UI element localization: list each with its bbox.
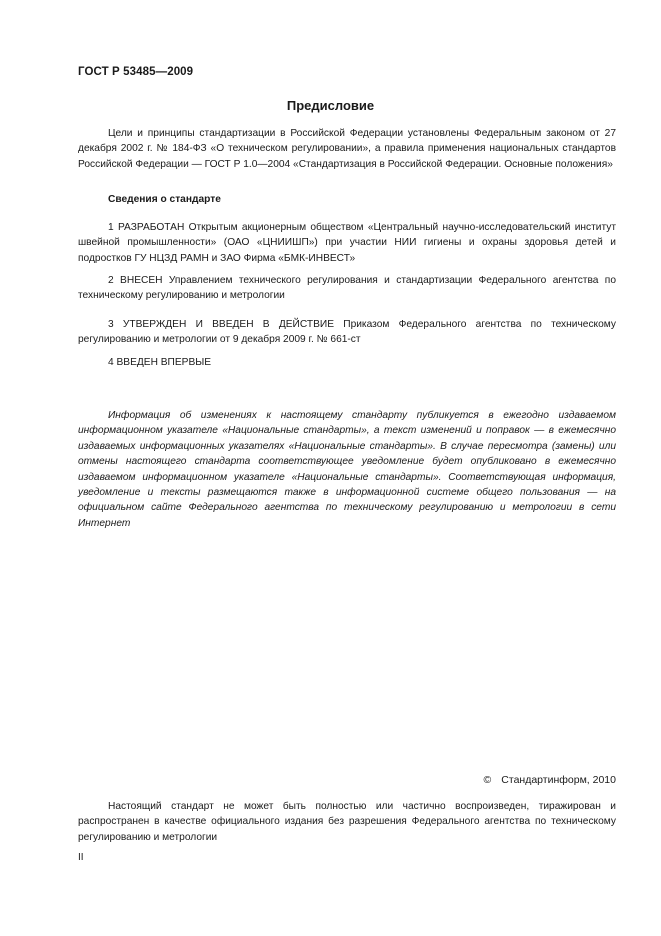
item-first-introduced: 4 ВВЕДЕН ВПЕРВЫЕ: [108, 357, 212, 368]
page-title: Предисловие: [286, 98, 375, 113]
copyright-icon: ©: [483, 774, 492, 786]
standard-code-header: ГОСТ Р 53485—2009: [78, 66, 194, 78]
info-heading: Сведения о стандарте: [108, 194, 221, 205]
page-number: II: [78, 852, 84, 863]
item-submitted: 2 ВНЕСЕН Управлением технического регулирования и стандартизации Федерального агентства по техническому регулированию и метрологии: [78, 275, 616, 302]
intro-paragraph: Цели и принципы стандартизации в Российской Федерации установлены Федеральным законом от 27 декабря 2002 г. № 184-ФЗ «О техническом регулировании», а правила применения национальных стандартов Российской Федерации — ГОСТ Р 1.0—2004 «Стандартизация в Российской Федерации. Основные положения»: [78, 128, 616, 170]
item-approved: 3 УТВЕРЖДЕН И ВВЕДЕН В ДЕЙСТВИЕ Приказом Федерального агентства по техническому регулированию и метрологии от 9 декабря 2009 г. № 661-ст: [78, 319, 616, 346]
copyright-text: Стандартинформ, 2010: [501, 774, 616, 786]
item-developed: 1 РАЗРАБОТАН Открытым акционерным обществом «Центральный научно-исследовательский институт швейной промышленности» (ОАО «ЦНИИШП») при участии НИИ гигиены и охраны здоровья детей и подростков ГУ НЦЗД РАМН и ЗАО Фирма «БМК-ИНВЕСТ»: [78, 222, 616, 264]
copyright-line: [484, 774, 616, 786]
reproduction-notice: Настоящий стандарт не может быть полностью или частично воспроизведен, тиражирован и распространен в качестве официального издания без разрешения Федерального агентства по техническому регулированию и метрологии: [78, 801, 616, 843]
change-notice-paragraph: Информация об изменениях к настоящему стандарту публикуется в ежегодно издаваемом информационном указателе «Национальные стандарты», а текст изменений и поправок — в ежемесячно издаваемых информационных указателях «Национальные стандарты». В случае пересмотра (замены) или отмены настоящего стандарта соответствующее уведомление будет опубликовано в ежемесячно издаваемом информационном указателе «Национальные стандарты». Соответствующая информация, уведомление и тексты размещаются также в информационной системе общего пользования — на официальном сайте Федерального агентства по техническому регулированию и метрологии в сети Интернет: [78, 410, 616, 529]
